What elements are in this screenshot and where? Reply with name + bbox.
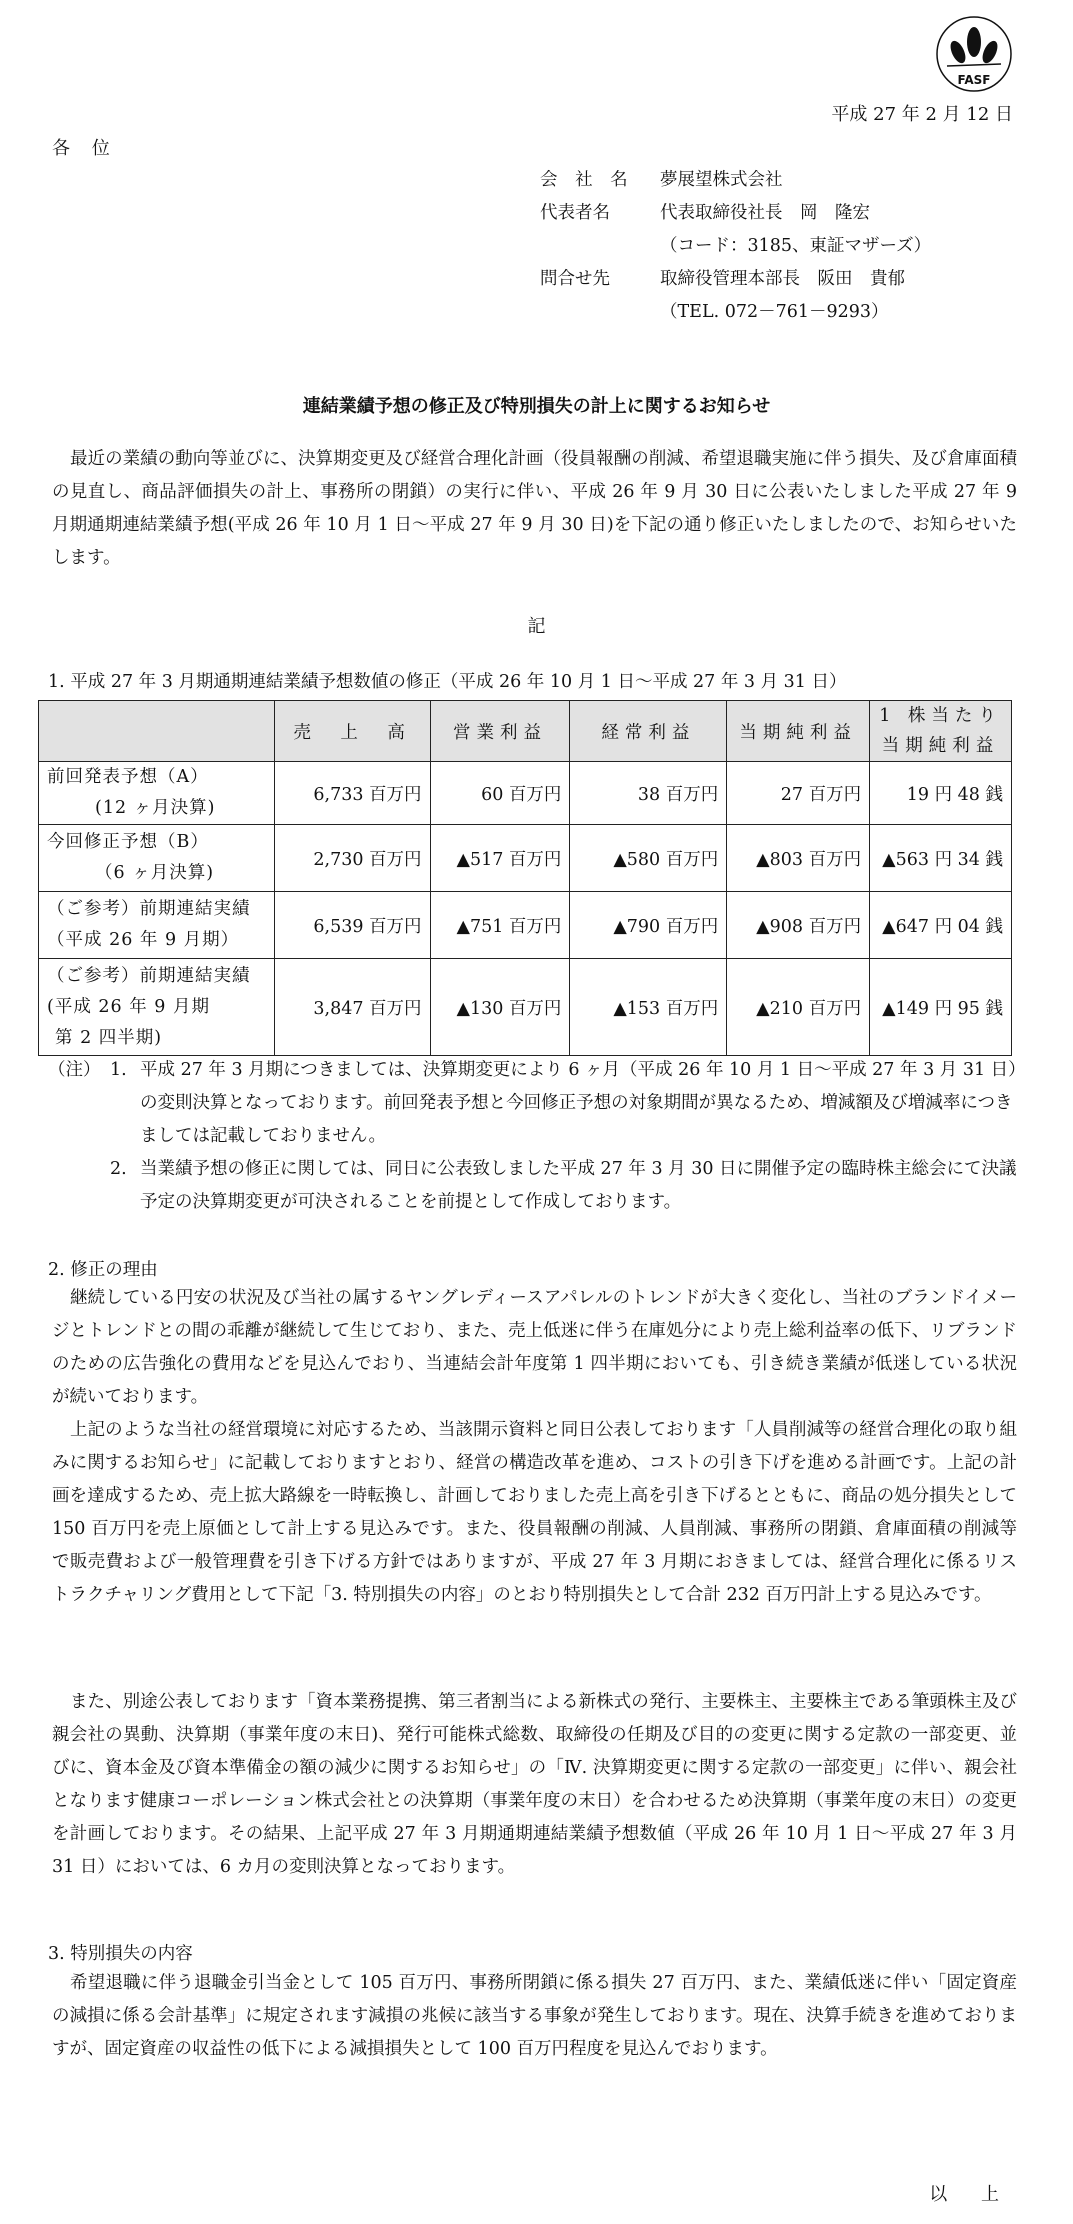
section1-heading: 1. 平成 27 年 3 月期通期連結業績予想数値の修正（平成 26 年 10 月 1 日～平成 27 年 3 月 31 日） [48,672,847,692]
row-label [39,959,275,1056]
sender-row-tel [540,294,931,327]
table-header-row [39,701,1012,762]
operating-profit-value: ▲517 百万円 [430,825,570,892]
eps-value: ▲647 円 04 銭 [870,892,1012,959]
row-label [39,892,275,959]
representative: 代表取締役社長 岡 隆宏 [660,203,870,223]
ordinary-profit-value: 38 百万円 [570,762,727,825]
row-label-sub: (平成 26 年 9 月期 [47,996,210,1017]
sender-row-company [540,162,931,195]
notes-prefix: （注） [48,1060,101,1080]
net-profit-value: 27 百万円 [727,762,870,825]
header-net-profit: 当期純利益 [727,701,870,762]
fasf-logo [935,12,1013,96]
note-number: 1. [110,1060,127,1080]
row-label-sub2: 第 2 四半期) [55,1027,163,1048]
row-label-main: （ご参考）前期連結実績 [47,899,251,919]
fasf-logo-icon [935,12,1013,96]
sender-row-contact [540,261,931,294]
operating-profit-value: 60 百万円 [430,762,570,825]
operating-profit-value: ▲751 百万円 [430,892,570,959]
net-profit-value: ▲803 百万円 [727,825,870,892]
section3-paragraph: 希望退職に伴う退職金引当金として 105 百万円、事務所閉鎖に係る損失 27 百万円、また、業績低迷に伴い「固定資産の減損に係る会計基準」に規定されます減損の兆候に該当する事象が発生しております。現在、決算手続きを進めておりますが、固定資産の収益性の低下による減損損失として 100 百万円程度を見込んでおります。 [52,1973,1017,2059]
ordinary-profit-value: ▲790 百万円 [570,892,727,959]
table-row [39,825,1012,892]
sender-block [540,162,931,327]
sender-label: 会 社 名 [540,170,634,190]
closing-mark: 以 上 [929,2184,1013,2205]
row-label-sub: (12 ヶ月決算) [95,798,216,818]
sales-value: 3,847 百万円 [274,959,430,1056]
forecast-table [38,700,1012,1056]
ki-marker: 記 [527,616,546,637]
header-ordinary-profit: 経常利益 [570,701,727,762]
header-blank-cell [39,701,275,762]
sales-value: 2,730 百万円 [274,825,430,892]
section2-paragraph-1: 継続している円安の状況及び当社の属するヤングレディースアパレルのトレンドが大きく変化し、当社のブランドイメージとトレンドとの間の乖離が継続して生じており、また、売上低迷に伴う在庫処分により売上総利益率の低下、リブランドのための広告強化の費用などを見込んでおり、当連結会計年度第 1 四半期においても、引き続き業績が低迷している状況が続いております。 [52,1288,1017,1407]
eps-value: ▲563 円 34 銭 [870,825,1012,892]
logo-text: FASF [957,73,991,87]
document-title: 連結業績予想の修正及び特別損失の計上に関するお知らせ [302,396,771,417]
ordinary-profit-value: ▲580 百万円 [570,825,727,892]
document-date: 平成 27 年 2 月 12 日 [831,104,1013,125]
operating-profit-value: ▲130 百万円 [430,959,570,1056]
table-row [39,762,1012,825]
section3-heading: 3. 特別損失の内容 [48,1944,193,1964]
company-name: 夢展望株式会社 [660,170,783,190]
table-notes [48,1054,1028,1219]
note-text: 当業績予想の修正に関しては、同日に公表致しました平成 27 年 3 月 30 日に開催予定の臨時株主総会にて決議予定の決算期変更が可決されることを前提として作成しております。 [140,1159,1017,1212]
section2-heading: 2. 修正の理由 [48,1260,158,1280]
row-label-sub: （6 ヶ月決算) [95,863,215,883]
row-label-sub: （平成 26 年 9 月期） [47,930,240,950]
note-number: 2. [110,1159,127,1179]
stock-code: （コード：3185、東証マザーズ） [660,236,932,256]
sender-row-code [540,228,931,261]
table-row [39,959,1012,1056]
header-eps-line2: 当期純利益 [881,736,1000,756]
eps-value: 19 円 48 銭 [870,762,1012,825]
sender-row-representative [540,195,931,228]
row-label-main: 今回修正予想（B） [47,832,209,852]
header-operating-profit: 営業利益 [430,701,570,762]
intro-paragraph: 最近の業績の動向等並びに、決算期変更及び経営合理化計画（役員報酬の削減、希望退職実施に伴う損失、及び倉庫面積の見直し、商品評価損失の計上、事務所の閉鎖）の実行に伴い、平成 26 年 9 月 30 日に公表いたしました平成 27 年 9 月期通期連結業績予想(平成 26 年 10 月 1 日～平成 27 年 9 月 30 日)を下記の通り修正いたしましたので、お知らせいたします。 [52,449,1017,568]
contact-phone: （TEL. 072－761－9293） [660,302,889,322]
net-profit-value: ▲908 百万円 [727,892,870,959]
note-text: 平成 27 年 3 月期につきましては、決算期変更により 6 ヶ月（平成 26 年 10 月 1 日～平成 27 年 3 月 31 日）の変則決算となっております。前回発表予想と今回修正予想の対象期間が異なるため、増減額及び増減率につきましては記載しておりません。 [140,1060,1026,1146]
row-label [39,762,275,825]
row-label-main: 前回発表予想（A） [47,767,209,787]
section2-paragraph-3: また、別途公表しております「資本業務提携、第三者割当による新株式の発行、主要株主、主要株主である筆頭株主及び親会社の異動、決算期（事業年度の末日)、発行可能株式総数、取締役の任期及び目的の変更に関する定款の一部変更、並びに、資本金及び資本準備金の額の減少に関するお知らせ」の「Ⅳ. 決算期変更に関する定款の一部変更」に伴い、親会社となります健康コーポレーション株式会社との決算期（事業年度の末日）を合わせるため決算期（事業年度の末日）の変更を計画しております。その結果、上記平成 27 年 3 月期通期連結業績予想数値（平成 26 年 10 月 1 日～平成 27 年 3 月 31 日）においては、6 カ月の変則決算となっております。 [52,1692,1017,1877]
note-item [48,1054,1028,1153]
row-label [39,825,275,892]
ordinary-profit-value: ▲153 百万円 [570,959,727,1056]
sales-value: 6,733 百万円 [274,762,430,825]
header-sales: 売 上 高 [274,701,430,762]
sender-label: 代表者名 [540,203,610,223]
row-label-main: （ご参考）前期連結実績 [47,965,251,986]
sender-label: 問合せ先 [540,269,610,289]
note-item [48,1153,1028,1219]
sales-value: 6,539 百万円 [274,892,430,959]
addressee: 各 位 [52,138,118,159]
contact-person: 取締役管理本部長 阪田 貴郁 [660,269,905,289]
header-eps-line1: 1 株当たり [879,706,1002,726]
table-row [39,892,1012,959]
header-eps [870,701,1012,762]
net-profit-value: ▲210 百万円 [727,959,870,1056]
eps-value: ▲149 円 95 銭 [870,959,1012,1056]
section2-paragraph-2: 上記のような当社の経営環境に対応するため、当該開示資料と同日公表しております「人員削減等の経営合理化の取り組みに関するお知らせ」に記載しておりますとおり、経営の構造改革を進め、コストの引き下げを進める計画です。上記の計画を達成するため、売上拡大路線を一時転換し、計画しておりました売上高を引き下げるとともに、商品の処分損失として 150 百万円を売上原価として計上する見込みです。また、役員報酬の削減、人員削減、事務所の閉鎖、倉庫面積の削減等で販売費および一般管理費を引き下げる方針ではありますが、平成 27 年 3 月期におきましては、経営合理化に係るリストラクチャリング費用として下記「3. 特別損失の内容」のとおり特別損失として合計 232 百万円計上する見込みです。 [52,1420,1017,1605]
